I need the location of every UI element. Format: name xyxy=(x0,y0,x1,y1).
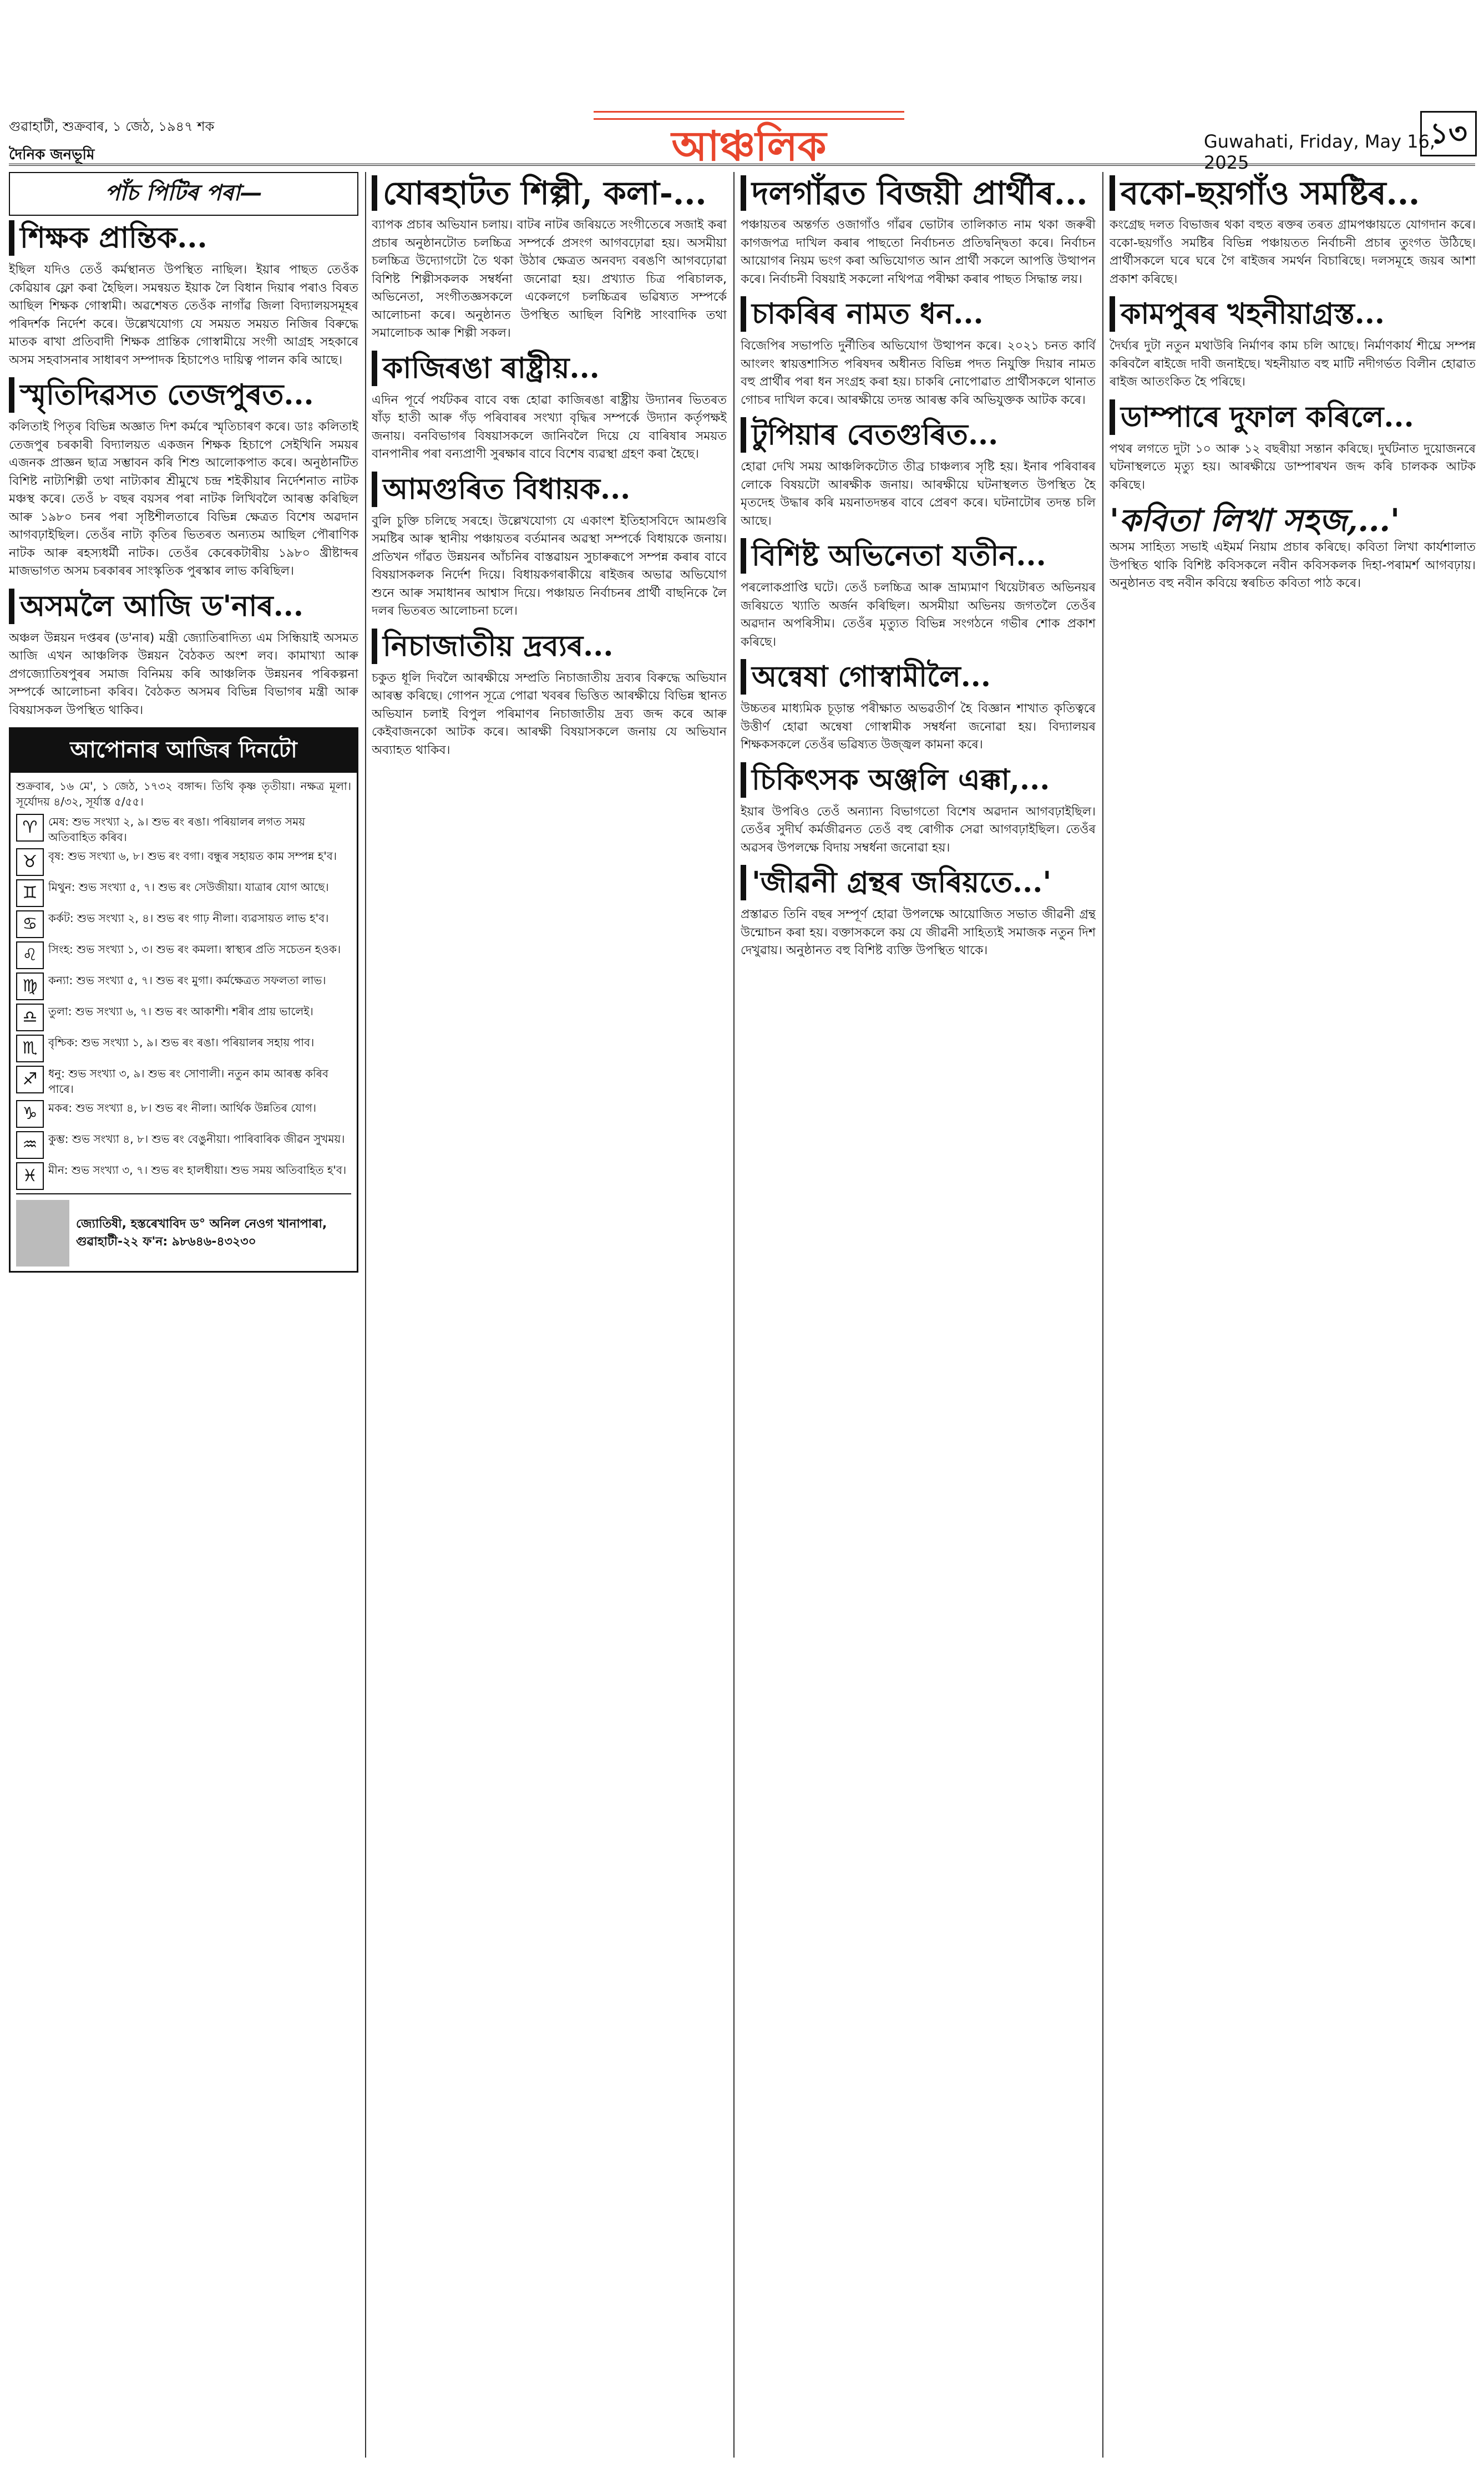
zodiac-text: কন্যা: শুভ সংখ্যা ৫, ৭। শুভ ৰং মুগা। কৰ্মক্ষেত্ৰত সফলতা লাভ। xyxy=(48,974,326,987)
zodiac-icon: ♒ xyxy=(16,1131,44,1159)
headline: কামপুৰৰ খহনীয়াগ্ৰস্ত... xyxy=(1110,296,1476,332)
column-2 xyxy=(372,172,727,2458)
story-body: পৰলোকপ্ৰাপ্তি ঘটে। তেওঁ চলচ্চিত্ৰ আৰু ভ্ৰাম্যমাণ থিয়েটাৰত অভিনয়ৰ জৰিয়তে খ্যাতি অৰ্জন কৰিছিল। অসমীয়া অভিনয় জগতলৈ তেওঁৰ অৱদান অপৰিসীম। তেওঁৰ মৃত্যুত বিভিন্ন সংগঠনে গভীৰ শোক প্ৰকাশ কৰিছে। xyxy=(741,581,1096,649)
headline: অন্বেষা গোস্বামীলৈ... xyxy=(741,659,1096,695)
zodiac-entry xyxy=(16,1100,351,1128)
astrologer-credit xyxy=(16,1193,351,1267)
zodiac-list xyxy=(16,814,351,1190)
headline: অসমলৈ আজি ড'নাৰ... xyxy=(9,589,358,624)
story-body: প্ৰস্তাৱত তিনি বছৰ সম্পূৰ্ণ হোৱা উপলক্ষে আয়োজিত সভাত জীৱনী গ্ৰন্থ উন্মোচন কৰা হয়। বক্তাসকলে কয় যে জীৱনী সাহিত্যই সমাজক নতুন দিশ দেখুৱায়। অনুষ্ঠানত বহু বিশিষ্ট ব্যক্তি উপস্থিত থাকে। xyxy=(741,908,1096,958)
zodiac-icon: ♈ xyxy=(16,814,44,842)
story-body: চকুত ধূলি দিবলৈ আৰক্ষীয়ে সম্প্ৰতি নিচাজাতীয় দ্ৰব্যৰ বিৰুদ্ধে অভিযান আৰম্ভ কৰিছে। গোপন সূত্ৰে পোৱা খবৰৰ ভিত্তিত আৰক্ষীয়ে বিভিন্ন স্থানত অভিযান চলাই বিপুল পৰিমাণৰ নিচাজাতীয় দ্ৰব্য জব্দ কৰে আৰু কেইবাজনকো আটক কৰে। আৰক্ষী বিষয়াসকলে জনায় যে অভিযান অব্যাহত থাকিব। xyxy=(372,671,727,757)
column-4 xyxy=(1110,172,1476,2458)
headline: বকো-ছয়গাঁও সমষ্টিৰ... xyxy=(1110,175,1476,211)
zodiac-icon: ♉ xyxy=(16,848,44,876)
story-body: উচ্চতৰ মাধ্যমিক চূড়ান্ত পৰীক্ষাত অভৱতীৰ্ণ হৈ বিজ্ঞান শাখাত কৃতিত্বৰে উত্তীৰ্ণ হোৱা অন্বেষা গোস্বামীক সম্বৰ্ধনা জনোৱা হয়। বিদ্যালয়ৰ শিক্ষকসকলে তেওঁৰ ভৱিষ্যত উজ্জ্বল কামনা কৰে। xyxy=(741,702,1096,752)
zodiac-text: বৃশ্চিক: শুভ সংখ্যা ১, ৯। শুভ ৰং ৰঙা। পৰিয়ালৰ সহায় পাব। xyxy=(48,1036,315,1049)
zodiac-entry xyxy=(16,910,351,938)
story-body: কলিতাই পিতৃৰ বিভিন্ন অজ্ঞাত দিশ কৰ্মৰে স্মৃতিচাৰণ কৰে। ডাঃ কলিতাই তেজপুৰ চৰকাৰী বিদ্যালয়ত একজন শিক্ষক হিচাপে সেইখিনি সময়ৰ এজনক প্ৰাজ্ঞন ছাত্ৰ সম্ভাবন কৰি শিশু আলোকপাত কৰে। অনুষ্ঠানটিত বিশিষ্ট নাট্যশিল্পী তথা নাট্যকাৰ শ্ৰীমুখে চন্দ্ৰ শইকীয়াৰ নিৰ্দেশনাত নাটক মঞ্চস্থ কৰে। তেওঁ ৮ বছৰ বয়সৰ পৰা নাটক লিখিবলৈ আৰম্ভ কৰিছিল আৰু ১৯৮০ চনৰ পৰা সৃষ্টিশীলতাৰে বিভিন্ন ক্ষেত্ৰত বিশেষ অৱদান আগবঢ়াইছিল। তেওঁৰ নাট্য কৃতিৰ ভিতৰত অন্যতম আছিল পৌৰাণিক নাটক আৰু ৰহস্যধৰ্মী নাটক। তেওঁৰ কেৰেকটাৰীয় ১৯৮০ খ্ৰীষ্টাব্দৰ মাজভাগত অসম চৰকাৰৰ সাংস্কৃতিক পুৰস্কাৰ লাভ কৰিছিল। xyxy=(9,420,358,578)
headline: 'কবিতা লিখা সহজ,...' xyxy=(1110,502,1400,539)
story xyxy=(372,629,727,760)
header-rule xyxy=(9,164,1475,166)
story-body: পথৰ লগতে দুটা ১০ আৰু ১২ বছৰীয়া সন্তান কৰিছে। দুৰ্ঘটনাত দুয়োজনৰে ঘটনাস্থলতে মৃত্যু হয়। আৰক্ষীয়ে ডাম্পাৰখন জব্দ কৰি চালকক আটক কৰিছে। xyxy=(1110,442,1476,492)
story xyxy=(741,296,1096,409)
zodiac-text: কৰ্কট: শুভ সংখ্যা ২, ৪। শুভ ৰং গাঢ় নীলা। ব্যৱসায়ত লাভ হ'ব। xyxy=(48,911,329,925)
story xyxy=(741,762,1096,858)
zodiac-icon: ♍ xyxy=(16,972,44,1000)
date-right: Guwahati, Friday, May 16, 2025 xyxy=(1204,131,1436,173)
zodiac-entry xyxy=(16,848,351,876)
column-divider xyxy=(733,172,735,2458)
date-left: গুৱাহাটী, শুক্ৰবাৰ, ১ জেঠ, ১৯৪৭ শক xyxy=(9,119,215,134)
zodiac-text: মকৰ: শুভ সংখ্যা ৪, ৮। শুভ ৰং নীলা। আৰ্থিক উন্নতিৰ যোগ। xyxy=(48,1101,316,1115)
zodiac-text: তুলা: শুভ সংখ্যা ৬, ৭। শুভ ৰং আকাশী। শৰীৰ প্ৰায় ভালেই। xyxy=(48,1005,313,1018)
zodiac-icon: ♑ xyxy=(16,1100,44,1128)
zodiac-icon: ♋ xyxy=(16,910,44,938)
story xyxy=(741,175,1096,288)
horoscope-box xyxy=(9,727,358,1273)
story-body: অসম সাহিত্য সভাই এইমৰ্ম নিয়াম প্ৰচাৰ কৰিছে। কবিতা লিখা কাৰ্যশালাত উপস্থিত থাকি বিশিষ্ট কবিসকলে নবীন কবিসকলক দিহা-পৰামৰ্শ আগবঢ়ায়। অনুষ্ঠানত বহু নবীন কবিয়ে স্বৰচিত কবিতা পাঠ কৰে। xyxy=(1110,540,1476,590)
story-body: এদিন পূৰ্বে পৰ্যটকৰ বাবে বন্ধ হোৱা কাজিৰঙা ৰাষ্ট্ৰীয় উদ্যানৰ ভিতৰত ষাঁড় হাতী আৰু গঁড় পৰিবাৰৰ সংখ্যা বৃদ্ধিৰ সম্পৰ্কে উদ্যান কৰ্তৃপক্ষই জনায়। বনবিভাগৰ বিষয়াসকলে জানিবলৈ দিয়ে যে বাৰিষাৰ সময়ত বানপানীৰ পৰা বন্যপ্ৰাণী সুৰক্ষাৰ বাবে বিশেষ ব্যৱস্থা গ্ৰহণ কৰা হৈছে। xyxy=(372,393,727,461)
story-body: ইছিল যদিও তেওঁ কৰ্মস্থানত উপস্থিত নাছিল। ইয়াৰ পাছত তেওঁক কেৱিয়াৰ ফ্লো কৰা হৈছিল। সমন্বয়ত ইয়াক লৈ বিধান দিয়াৰ পৰাও বিৰত আছিল শিক্ষক গোস্বামী। অৱশেষত তেওঁক নাগাঁৱ জিলা বিদ্যালয়সমূহৰ পৰিদৰ্শক নিৰ্দেশ কৰে। উল্লেখযোগ্য যে সময়ত সময়ত নিজিৰ বিৰুদ্ধে মাতক ৰাখা প্ৰতিবাদী শিক্ষক প্ৰান্তিক গোস্বামীয়ে সংগী আগ্ৰহ সহকাৰে অসম সহবাসনাৰ সাধাৰণ সম্পাদক হিচাপেও দায়িত্ব পালন কৰি আছে। xyxy=(9,263,358,367)
headline: ডাম্পাৰে দুফাল কৰিলে... xyxy=(1110,399,1476,435)
section-label: দৈনিক জনভূমি xyxy=(9,146,95,163)
zodiac-text: মীন: শুভ সংখ্যা ৩, ৭। শুভ ৰং হালধীয়া। শুভ সময় অতিবাহিত হ'ব। xyxy=(48,1163,347,1177)
headline: স্মৃতিদিৱসত তেজপুৰত... xyxy=(9,377,358,413)
page-header xyxy=(0,0,1484,173)
story-body: বিজেপিৰ সভাপতি দুৰ্নীতিৰ অভিযোগ উত্থাপন কৰে। ২০২১ চনত কাৰ্বি আংলং স্বায়ত্তশাসিত পৰিষদৰ অধীনত বিভিন্ন পদত নিযুক্তি দিয়াৰ নামত বহু প্ৰাৰ্থীৰ পৰা ধন সংগ্ৰহ কৰা হয়। চাকৰি নোপোৱাত প্ৰাৰ্থীসকলে থানাত গোচৰ দাখিল কৰে। আৰক্ষীয়ে তদন্ত আৰম্ভ কৰি অভিযুক্তক আটক কৰে। xyxy=(741,339,1096,407)
story xyxy=(741,659,1096,754)
zodiac-text: সিংহ: শুভ সংখ্যা ১, ৩। শুভ ৰং কমলা। স্বাস্থ্যৰ প্ৰতি সচেতন হওক। xyxy=(48,943,341,956)
zodiac-text: বৃষ: শুভ সংখ্যা ৬, ৮। শুভ ৰং বগা। বন্ধুৰ সহায়ত কাম সম্পন্ন হ'ব। xyxy=(48,849,337,863)
story xyxy=(1110,399,1476,495)
zodiac-text: ধনু: শুভ সংখ্যা ৩, ৯। শুভ ৰং সোণালী। নতুন কাম আৰম্ভ কৰিব পাৰে। xyxy=(48,1067,329,1096)
zodiac-icon: ♌ xyxy=(16,941,44,969)
story-body: ব্যাপক প্ৰচাৰ অভিযান চলায়। বাটৰ নাটৰ জৰিয়তে সংগীতেৰে সজাই কৰা প্ৰচাৰ অনুষ্ঠানটোত চলচ্চিত্ৰ সম্পৰ্কে প্ৰসংগ আগবঢ়োৱা হয়। অসমীয়া চলচ্চিত্ৰ উদ্যোগটো তৈ থকা উঠাৰ ক্ষেত্ৰত অনবদ্য বৰঙণি আগবঢ়োৱা বিশিষ্ট শিল্পীসকলক সম্বৰ্ধনা জনোৱা হয়। প্ৰখ্যাত চিত্ৰ পৰিচালক, অভিনেতা, সংগীতজ্ঞসকলে একেলগে চলচ্চিত্ৰৰ ভৱিষ্যত সম্পৰ্কে আলোচনা কৰে। অনুষ্ঠানত উপস্থিত আছিল বিশিষ্ট সাংবাদিক তথা সমালোচক আৰু শিল্পী সকল। xyxy=(372,218,727,340)
zodiac-entry xyxy=(16,1162,351,1190)
story-body: দৈৰ্ঘ্যৰ দুটা নতুন মথাউৰি নিৰ্মাণৰ কাম চলি আছে। নিৰ্মাণকাৰ্য শীঘ্ৰে সম্পন্ন কৰিবলৈ ৰাইজে দাবী জনাইছে। খহনীয়াত বহু মাটি নদীগৰ্ভত বিলীন হোৱাত ৰাইজ আতংকিত হৈ পৰিছে। xyxy=(1110,339,1476,389)
story xyxy=(741,417,1096,530)
story xyxy=(1110,175,1476,288)
story-body: কংগ্ৰেছ দলত বিভাজৰ থকা বহুত ৰক্তৰ তৰত গ্ৰামপঞ্চায়তে যোগদান কৰে। বকো-ছয়গাঁও সমষ্টিৰ বিভিন্ন পঞ্চায়তত নিৰ্বাচনী প্ৰচাৰ তুংগত উঠিছে। প্ৰাৰ্থীসকলে ঘৰে ঘৰে গৈ ৰাইজৰ সমৰ্থন বিচাৰিছে। দলসমূহে জয়ৰ আশা প্ৰকাশ কৰিছে। xyxy=(1110,218,1476,286)
headline: 'জীৱনী গ্ৰন্থৰ জৰিয়তে...' xyxy=(741,865,1096,900)
column-divider xyxy=(1102,172,1103,2458)
astrologer-photo xyxy=(16,1200,69,1267)
horoscope-title: আপোনাৰ আজিৰ দিনটো xyxy=(11,729,357,773)
story-body: বুলি চুক্তি চলিছে সৰহে। উল্লেখযোগ্য যে একাংশ ইতিহাসবিদে আমগুৰি সমষ্টিৰ আৰু স্থানীয় পঞ্চায়তৰ বৰ্তমানৰ অৱস্থা সম্পৰ্কে বিধায়কে জনায়। প্ৰতিখন গাঁৱত উন্নয়নৰ আঁচনিৰ বাস্তৱায়ন সুচাৰুৰূপে সম্পন্ন কৰাৰ বাবে বিষয়াসকলক নিৰ্দেশ দিয়ে। বিধায়কগৰাকীয়ে ৰাইজৰ অভাৱ অভিযোগ শুনে আৰু সমাধানৰ আশ্বাস দিয়ে। পঞ্চায়ত নিৰ্বাচনৰ প্ৰাৰ্থী বাছনিকে লৈ দলৰ ভিতৰত আলোচনা চলে। xyxy=(372,514,727,618)
story xyxy=(372,351,727,464)
zodiac-icon: ♐ xyxy=(16,1066,44,1093)
story-body: পঞ্চায়তৰ অন্তৰ্গত ওজাগাঁও গাঁৱৰ ভোটাৰ তালিকাত নাম থকা জৰুৰী কাগজপত্ৰ দাখিল কৰাৰ পাছতো নিৰ্বাচনত প্ৰতিদ্বন্দ্বিতা কৰে। নিৰ্বাচন আয়োগৰ নিয়ম ভংগ কৰা অভিযোগত আন প্ৰাৰ্থী সকলে আপত্তি উত্থাপন কৰে। নিৰ্বাচনী বিষয়াই সকলো নথিপত্ৰ পৰীক্ষা কৰাৰ পাছত সিদ্ধান্ত লয়। xyxy=(741,218,1096,286)
story xyxy=(9,589,358,720)
astrologer-text: জ্যোতিষী, হস্তৰেখাবিদ ড° অনিল নেওগ খানাপাৰা, গুৱাহাটী-২২ ফ'ন: ৯৮৬৪৬-৪৩২৩০ xyxy=(76,1217,327,1249)
story xyxy=(1110,502,1476,593)
zodiac-entry xyxy=(16,814,351,845)
story xyxy=(9,220,358,369)
zodiac-entry xyxy=(16,1004,351,1031)
headline: চাকৰিৰ নামত ধন... xyxy=(741,296,1096,332)
headline: শিক্ষক প্ৰান্তিক... xyxy=(9,220,358,256)
zodiac-icon: ♎ xyxy=(16,1004,44,1031)
zodiac-entry xyxy=(16,972,351,1000)
column-divider xyxy=(365,172,366,2458)
zodiac-icon: ♏ xyxy=(16,1035,44,1062)
story xyxy=(372,175,727,343)
masthead-title: আঞ্চলিক xyxy=(671,123,827,170)
zodiac-text: কুম্ভ: শুভ সংখ্যা ৪, ৮। শুভ ৰং বেঙুনীয়া। পাৰিবাৰিক জীৱন সুখময়। xyxy=(48,1132,345,1146)
horoscope-intro: শুক্ৰবাৰ, ১৬ মে', ১ জেঠ, ১৭৩২ বঙ্গাব্দ। তিথি কৃষ্ণ তৃতীয়া। নক্ষত্ৰ মূলা। সূৰ্যোদয় ৪/৩২, সূৰ্যাস্ত ৫/৫৫। xyxy=(16,779,351,808)
zodiac-entry xyxy=(16,941,351,969)
zodiac-text: মেষ: শুভ সংখ্যা ২, ৯। শুভ ৰং ৰঙা। পৰিয়ালৰ লগত সময় অতিবাহিত কৰিব। xyxy=(48,815,306,844)
page-number: ১৩ xyxy=(1420,111,1477,156)
story-body: অঞ্চল উন্নয়ন দপ্তৰৰ (ড'নাৰ) মন্ত্ৰী জ্যোতিৰাদিত্য এম সিন্ধিয়াই অসমত আজি এখন আঞ্চলিক উন্নয়ন বৈঠকত অংশ লব। কামাখ্যা আৰু প্ৰগজ্যোতিষপুৰৰ সমাজ বিনিময় কৰি আঞ্চলিক উন্নয়নৰ পৰিকল্পনা সম্পৰ্কে আলোচনা কৰিব। বৈঠকত অসমৰ বিভিন্ন বিভাগৰ মন্ত্ৰী আৰু বিষয়াসকল উপস্থিত থাকিব। xyxy=(9,631,358,717)
story-body: হোৱা দেখি সময় আঞ্চলিকটোত তীব্ৰ চাঞ্চল্যৰ সৃষ্টি হয়। ইনাৰ পৰিবাৰৰ লোকে বিষয়টো আৰক্ষীক জনায়। আৰক্ষীয়ে ঘটনাস্থলত উপস্থিত হৈ মৃতদেহ উদ্ধাৰ কৰি ময়নাতদন্তৰ বাবে প্ৰেৰণ কৰে। ঘটনাটোৰ তদন্ত চলি আছে। xyxy=(741,460,1096,528)
headline: যোৰহাটত শিল্পী, কলা-... xyxy=(372,175,727,211)
headline: টুপিয়াৰ বেতগুৰিত... xyxy=(741,417,1096,453)
story xyxy=(372,472,727,621)
zodiac-icon: ♓ xyxy=(16,1162,44,1190)
column-3 xyxy=(741,172,1096,2458)
story xyxy=(741,865,1096,960)
zodiac-entry xyxy=(16,1066,351,1097)
headline: চিকিৎসক অঞ্জলি এক্কা,... xyxy=(741,762,1096,798)
headline: বিশিষ্ট অভিনেতা যতীন... xyxy=(741,538,1096,574)
continued-kicker: পাঁচ পিটিৰ পৰা— xyxy=(9,172,358,216)
zodiac-entry xyxy=(16,1035,351,1062)
story xyxy=(741,538,1096,651)
zodiac-text: মিথুন: শুভ সংখ্যা ৫, ৭। শুভ ৰং সেউজীয়া। যাত্ৰাৰ যোগ আছে। xyxy=(48,880,329,894)
story xyxy=(1110,296,1476,392)
zodiac-icon: ♊ xyxy=(16,879,44,907)
story-body: ইয়াৰ উপৰিও তেওঁ অন্যান্য বিভাগতো বিশেষ অৱদান আগবঢ়াইছিল। তেওঁৰ সুদীৰ্ঘ কৰ্মজীৱনত তেওঁ বহু ৰোগীক সেৱা আগবঢ়াইছিল। তেওঁৰ অৱসৰ উপলক্ষে বিদায় সম্বৰ্ধনা জনোৱা হয়। xyxy=(741,804,1096,855)
headline: নিচাজাতীয় দ্ৰব্যৰ... xyxy=(372,629,727,664)
story xyxy=(9,377,358,581)
headline: কাজিৰঙা ৰাষ্ট্ৰীয়... xyxy=(372,351,727,386)
headline: আমগুৰিত বিধায়ক... xyxy=(372,472,727,507)
zodiac-entry xyxy=(16,1131,351,1159)
masthead xyxy=(594,111,904,170)
zodiac-entry xyxy=(16,879,351,907)
headline: দলগাঁৱত বিজয়ী প্ৰাৰ্থীৰ... xyxy=(741,175,1096,211)
column-1 xyxy=(9,172,358,2458)
